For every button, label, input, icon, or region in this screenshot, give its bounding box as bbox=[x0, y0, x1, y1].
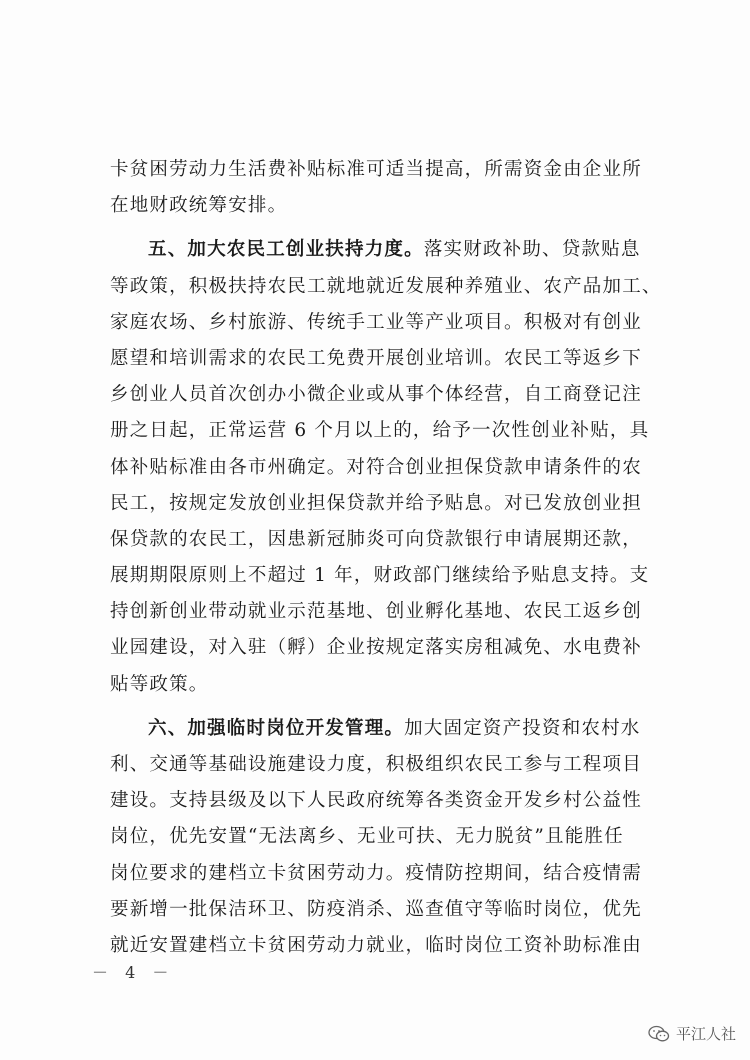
text-line: 业园建设，对入驻（孵）企业按规定落实房租减免、水电费补 bbox=[110, 637, 642, 659]
text-line: 等政策，积极扶持农民工就地就近发展种养殖业、农产品加工、 bbox=[110, 275, 662, 297]
text-line: 卡贫困劳动力生活费补贴标准可适当提高，所需资金由企业所 bbox=[110, 159, 642, 180]
text-line: 展期期限原则上不超过 1 年，财政部门继续给予贴息支持。支 bbox=[110, 565, 650, 587]
watermark-text: 平江人社 bbox=[675, 1025, 736, 1043]
document-body bbox=[110, 152, 670, 964]
text-line: 利、交通等基础设施建设力度，积极组织农民工参与工程项目 bbox=[110, 754, 642, 775]
wechat-icon bbox=[648, 1025, 670, 1043]
section-heading-5: 五、加大农民工创业扶持力度。 bbox=[148, 239, 424, 261]
text-line: 体补贴标准由各市州确定。对符合创业担保贷款申请条件的农 bbox=[110, 456, 642, 478]
text-line: 要新增一批保洁环卫、防疫消杀、巡查值守等临时岗位，优先 bbox=[110, 898, 642, 920]
text-line: 贴等政策。 bbox=[110, 673, 209, 695]
text-span: 落实财政补助、贷款贴息 bbox=[423, 239, 641, 261]
text-span: 加大固定资产投资和农村水 bbox=[404, 717, 641, 739]
text-line: 愿望和培训需求的农民工免费开展创业培训。农民工等返乡下 bbox=[110, 347, 642, 369]
text-line: 岗位要求的建档立卡贫困劳动力。疫情防控期间，结合疫情需 bbox=[110, 862, 642, 884]
text-line: 家庭农场、乡村旅游、传统手工业等产业项目。积极对有创业 bbox=[110, 311, 642, 333]
section-heading-6: 六、加强临时岗位开发管理。 bbox=[148, 717, 405, 739]
text-line: 保贷款的农民工，因患新冠肺炎可向贷款银行申请展期还款， bbox=[110, 528, 642, 550]
text-line: 乡创业人员首次创办小微企业或从事个体经营，自工商登记注 bbox=[110, 384, 642, 406]
text-line: 建设。支持县级及以下人民政府统筹各类资金开发乡村公益性 bbox=[110, 790, 642, 812]
text-line: 册之日起，正常运营 6 个月以上的，给予一次性创业补贴，具 bbox=[110, 420, 650, 442]
text-line: 在地财政统筹安排。 bbox=[110, 195, 288, 217]
text-line: 持创新创业带动就业示范基地、创业孵化基地、农民工返乡创 bbox=[110, 601, 642, 623]
watermark bbox=[648, 1023, 736, 1044]
paragraph-5-first-line bbox=[110, 232, 670, 268]
paragraph-6-first-line bbox=[110, 711, 670, 747]
text-line: 岗位，优先安置“无法离乡、无业可扶、无力脱贫”且能胜任 bbox=[110, 826, 624, 848]
page-number: － 4 － bbox=[92, 963, 175, 982]
text-line: 就近安置建档立卡贫困劳动力就业，临时岗位工资补助标准由 bbox=[110, 934, 642, 956]
text-line: 民工，按规定发放创业担保贷款并给予贴息。对已发放创业担 bbox=[110, 492, 642, 514]
